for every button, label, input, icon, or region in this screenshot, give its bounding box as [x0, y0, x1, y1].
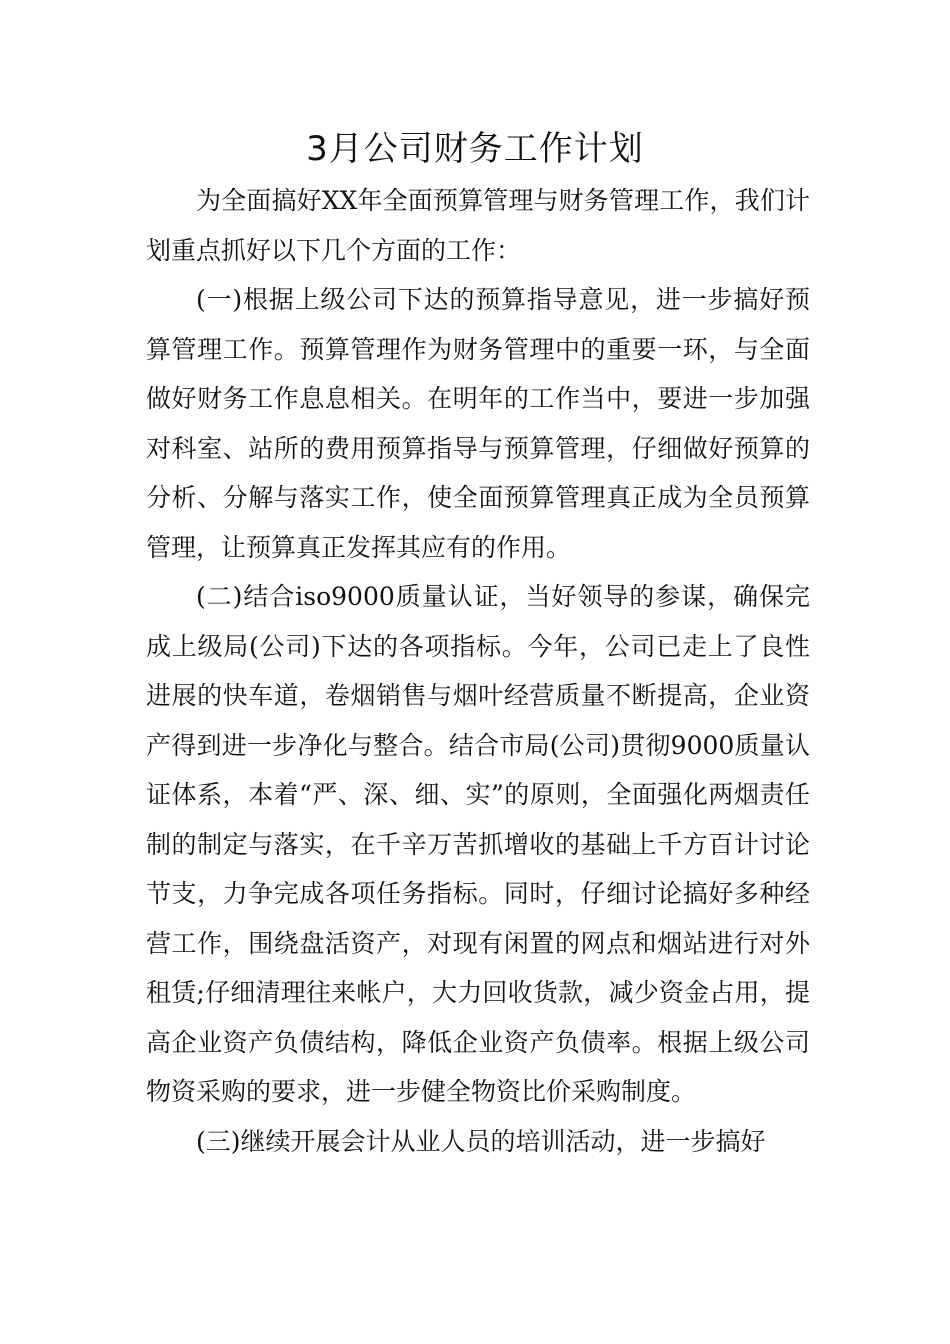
paragraph-intro: 为全面搞好XX年全面预算管理与财务管理工作，我们计划重点抓好以下几个方面的工作：: [146, 186, 810, 265]
paragraph-section-1: (一)根据上级公司下达的预算指导意见，进一步搞好预算管理工作。预算管理作为财务管理中的重要一环，与全面做好财务工作息息相关。在明年的工作当中，要进一步加强对科室、站所的费用预算指导与预算管理，仔细做好预算的分析、分解与落实工作，使全面预算管理真正成为全员预算管理，让预算真正发挥其应有的作用。: [146, 285, 810, 562]
paragraph-section-2: (二)结合iso9000质量认证，当好领导的参谋，确保完成上级局(公司)下达的各项指标。今年，公司已走上了良性进展的快车道，卷烟销售与烟叶经营质量不断提高，企业资产得到进一步净化与整合。结合市局(公司)贯彻9000质量认证体系，本着“严、深、细、实”的原则，全面强化两烟责任制的制定与落实，在千辛万苦抓增收的基础上千方百计讨论节支，力争完成各项任务指标。同时，仔细讨论搞好多种经营工作，围绕盘活资产，对现有闲置的网点和烟站进行对外租赁;仔细清理往来帐户，大力回收货款，减少资金占用，提高企业资产负债结构，降低企业资产负债率。根据上级公司物资采购的要求，进一步健全物资比价采购制度。: [146, 582, 810, 1106]
document-body: [146, 176, 810, 1166]
paragraph-section-3: (三)继续开展会计从业人员的培训活动，进一步搞好: [196, 1126, 766, 1156]
document-title: 3月公司财务工作计划: [306, 129, 644, 169]
